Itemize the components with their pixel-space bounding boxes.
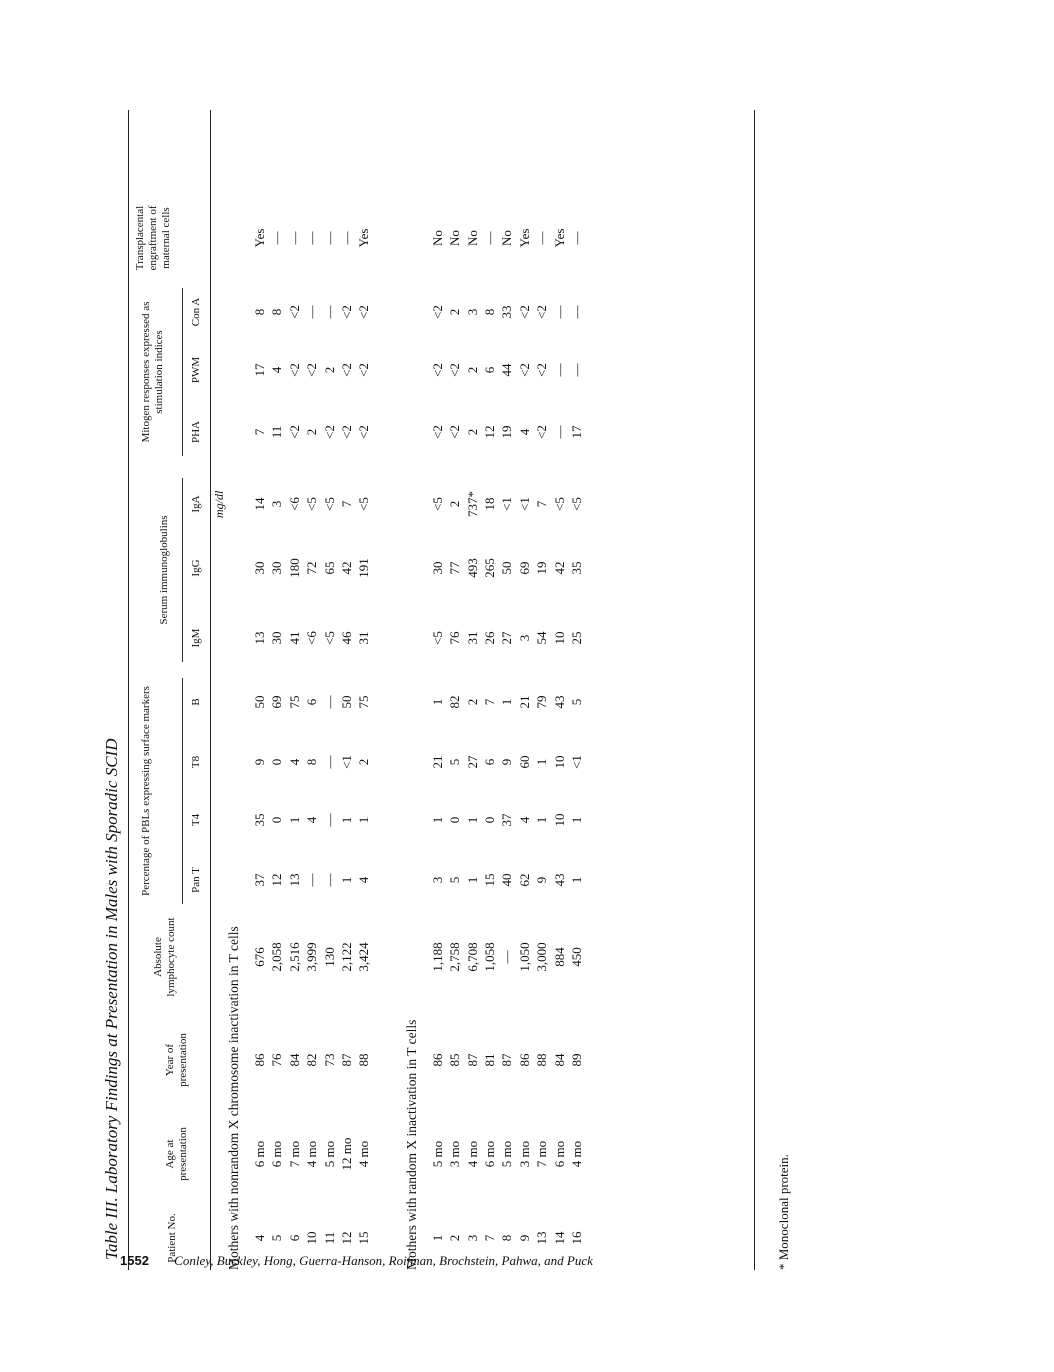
table-cell-year: 88 (356, 1053, 372, 1067)
table-cell-t8: <1 (339, 755, 354, 769)
table-cell-pwm: 2 (464, 366, 480, 374)
table-cell-abs: 3,999 (304, 942, 320, 972)
table-cell-trans: Yes (356, 228, 372, 248)
table-cell-pha: 2 (304, 428, 320, 436)
table-cell-b: 6 (304, 698, 320, 706)
table-cell-age: 3 mo (447, 1140, 463, 1168)
table-cell-abs: 3,000 (534, 942, 550, 972)
table-cell-abs: 6,708 (464, 942, 480, 972)
table-cell-pant: 13 (286, 873, 302, 887)
table-cell-t8: 8 (304, 758, 320, 766)
table-cell-t4: 10 (551, 813, 567, 827)
table-cell-cona: <2 (356, 305, 372, 319)
header-b: B (190, 698, 202, 706)
header-trans: Transplacental engraftment of maternal cells (134, 205, 172, 271)
table-cell-iga: <6 (286, 497, 302, 511)
table-cell-igg: 265 (482, 558, 497, 578)
table-cell-abs: 130 (321, 947, 337, 967)
table-cell-cona: 2 (447, 308, 463, 316)
table-cell-age: 4 mo (356, 1140, 372, 1168)
table-cell-t4: 4 (304, 816, 320, 824)
table-cell-igg: 42 (339, 561, 354, 575)
table-cell-pant: 1 (464, 876, 480, 884)
table-cell-trans: — (482, 231, 497, 245)
header-ig_group-underline (182, 478, 183, 662)
header-age: Age at presentation (164, 1127, 189, 1181)
author-list: Conley, Buckley, Hong, Guerra-Hanson, Roifman, Brochstein, Pahwa, and Puck (174, 1253, 593, 1268)
table-cell-pant: 9 (534, 876, 550, 884)
table-cell-abs: 1,058 (482, 942, 497, 972)
table-cell-igm: 3 (516, 634, 532, 642)
header-igg: IgG (190, 559, 202, 577)
table-cell-igg: 19 (534, 561, 550, 575)
table-cell-pwm: <2 (339, 363, 354, 377)
header-t4: T4 (190, 813, 202, 827)
table-cell-igg: 30 (252, 561, 267, 575)
table-cell-age: 6 mo (482, 1140, 497, 1168)
table-cell-pha: 17 (569, 425, 584, 439)
table-cell-pha: <2 (534, 425, 550, 439)
table-cell-year: 86 (516, 1053, 532, 1067)
table-cell-t8: <1 (569, 755, 584, 769)
table-cell-igg: 42 (551, 561, 567, 575)
table-cell-iga: <1 (499, 497, 515, 511)
table-cell-patient: 6 (286, 1234, 302, 1242)
table-cell-trans: — (534, 231, 550, 245)
running-footer (120, 1253, 593, 1269)
table-cell-age: 3 mo (516, 1140, 532, 1168)
table-cell-patient: 9 (516, 1234, 532, 1242)
table-cell-iga: 7 (534, 500, 550, 508)
table-cell-t8: 21 (429, 755, 445, 769)
table-cell-igg: 69 (516, 561, 532, 575)
table-cell-t8: 9 (252, 758, 267, 766)
table-cell-igg: 493 (464, 558, 480, 578)
table-cell-t4: 1 (339, 816, 354, 824)
table-cell-igm: <6 (304, 631, 320, 645)
table-cell-age: 4 mo (464, 1140, 480, 1168)
table-cell-trans: No (464, 230, 480, 246)
table-cell-year: 73 (321, 1053, 337, 1067)
table-cell-age: 6 mo (252, 1140, 267, 1168)
table-cell-cona: <2 (534, 305, 550, 319)
table-cell-year: 86 (429, 1053, 445, 1067)
table-cell-b: 1 (429, 698, 445, 706)
table-cell-year: 76 (269, 1053, 285, 1067)
header-igm: IgM (190, 628, 202, 648)
table-cell-igg: 30 (269, 561, 285, 575)
table-cell-year: 87 (464, 1053, 480, 1067)
table-cell-trans: — (286, 231, 302, 245)
table-cell-year: 87 (339, 1053, 354, 1067)
table-cell-pant: — (304, 873, 320, 887)
table-cell-patient: 14 (551, 1231, 567, 1245)
table-cell-age: 4 mo (569, 1140, 584, 1168)
table-cell-igg: 72 (304, 561, 320, 575)
table-cell-cona: 8 (252, 308, 267, 316)
table-cell-iga: <5 (429, 497, 445, 511)
table-cell-pha: 19 (499, 425, 515, 439)
table-cell-year: 84 (551, 1053, 567, 1067)
table-cell-pant: 1 (569, 876, 584, 884)
table-cell-year: 86 (252, 1053, 267, 1067)
table-cell-age: 12 mo (339, 1137, 354, 1171)
table-cell-t8: 9 (499, 758, 515, 766)
table-cell-patient: 15 (356, 1231, 372, 1245)
table-cell-igm: 10 (551, 631, 567, 645)
table-cell-b: 50 (252, 695, 267, 709)
table-cell-t4: — (321, 813, 337, 827)
table-cell-igm: 13 (252, 631, 267, 645)
table-cell-patient: 3 (464, 1234, 480, 1242)
table-cell-igm: <5 (321, 631, 337, 645)
table-cell-iga: <1 (516, 497, 532, 511)
table-cell-t8: 60 (516, 755, 532, 769)
header-pant: Pan T (190, 867, 202, 893)
table-cell-trans: No (447, 230, 463, 246)
rotated-table-page (100, 110, 820, 1270)
table-cell-cona: 33 (499, 305, 515, 319)
table-cell-b: 2 (464, 698, 480, 706)
table-cell-age: 6 mo (551, 1140, 567, 1168)
table-cell-t4: 1 (464, 816, 480, 824)
table-cell-age: 6 mo (269, 1140, 285, 1168)
ig-unit: mg/dl (212, 490, 226, 518)
table-cell-igm: 30 (269, 631, 285, 645)
table-cell-iga: 7 (339, 500, 354, 508)
table-cell-pant: 15 (482, 873, 497, 887)
table-cell-igm: 31 (464, 631, 480, 645)
table-cell-pwm: <2 (447, 363, 463, 377)
table-cell-pha: 4 (516, 428, 532, 436)
table-cell-pant: 4 (356, 876, 372, 884)
table-cell-cona: — (304, 305, 320, 319)
table-cell-t8: 2 (356, 758, 372, 766)
table-cell-b: 82 (447, 695, 463, 709)
table-cell-trans: — (321, 231, 337, 245)
table-cell-cona: — (551, 305, 567, 319)
table-cell-t4: 35 (252, 813, 267, 827)
table-cell-pha: <2 (339, 425, 354, 439)
table-cell-patient: 8 (499, 1234, 515, 1242)
table-cell-igm: 27 (499, 631, 515, 645)
table-cell-iga: <5 (569, 497, 584, 511)
table-cell-abs: 2,516 (286, 942, 302, 972)
table-cell-cona: <2 (429, 305, 445, 319)
table-cell-iga: 14 (252, 497, 267, 511)
table-cell-t8: 10 (551, 755, 567, 769)
page-number: 1552 (120, 1253, 149, 1268)
table-cell-b: 79 (534, 695, 550, 709)
table-cell-trans: Yes (252, 228, 267, 248)
table-cell-pant: — (321, 873, 337, 887)
table-cell-b: 5 (569, 698, 584, 706)
table-cell-b: 43 (551, 695, 567, 709)
table-cell-iga: <5 (321, 497, 337, 511)
table-cell-trans: — (304, 231, 320, 245)
table-cell-pant: 37 (252, 873, 267, 887)
table-cell-pwm: 44 (499, 363, 515, 377)
table-cell-igg: 191 (356, 558, 372, 578)
header-patient: Patient No. (166, 1213, 178, 1263)
table-cell-igm: 46 (339, 631, 354, 645)
table-cell-b: 75 (286, 695, 302, 709)
table-cell-year: 81 (482, 1053, 497, 1067)
table-cell-t8: 6 (482, 758, 497, 766)
table-cell-b: 21 (516, 695, 532, 709)
table-cell-trans: — (269, 231, 285, 245)
table-cell-pwm: <2 (356, 363, 372, 377)
table-cell-trans: Yes (516, 228, 532, 248)
table-cell-abs: 3,424 (356, 942, 372, 972)
table-cell-iga: <5 (356, 497, 372, 511)
table-cell-cona: — (321, 305, 337, 319)
header-pwm: PWM (190, 356, 202, 384)
table-cell-pwm: <2 (286, 363, 302, 377)
header-pbl_group-underline (182, 678, 183, 904)
table-cell-patient: 7 (482, 1234, 497, 1242)
table-cell-age: 4 mo (304, 1140, 320, 1168)
header-cona: Con A (190, 297, 202, 327)
table-cell-t4: 0 (447, 816, 463, 824)
table-cell-cona: — (569, 305, 584, 319)
table-cell-iga: 737* (464, 491, 480, 517)
table-cell-pwm: <2 (534, 363, 550, 377)
table-cell-igm: <5 (429, 631, 445, 645)
table-cell-iga: 2 (447, 500, 463, 508)
table-cell-igm: 31 (356, 631, 372, 645)
table-cell-igm: 41 (286, 631, 302, 645)
table-cell-age: 7 mo (534, 1140, 550, 1168)
table-cell-pha: <2 (286, 425, 302, 439)
table-cell-pha: 2 (464, 428, 480, 436)
table-cell-cona: <2 (286, 305, 302, 319)
table-cell-pha: 7 (252, 428, 267, 436)
table-cell-t8: 5 (447, 758, 463, 766)
table-cell-pha: <2 (429, 425, 445, 439)
table-cell-b: 7 (482, 698, 497, 706)
table-cell-year: 87 (499, 1053, 515, 1067)
table-cell-cona: 8 (482, 308, 497, 316)
table-cell-pwm: 17 (252, 363, 267, 377)
table-cell-cona: 8 (269, 308, 285, 316)
table-cell-trans: — (569, 231, 584, 245)
table-cell-pant: 5 (447, 876, 463, 884)
table-cell-t8: — (321, 755, 337, 769)
table-cell-b: 1 (499, 698, 515, 706)
table-cell-t4: 1 (286, 816, 302, 824)
table-cell-abs: 450 (569, 947, 584, 967)
table-cell-pwm: <2 (516, 363, 532, 377)
table-cell-iga: 18 (482, 497, 497, 511)
table-cell-igm: 54 (534, 631, 550, 645)
table-cell-trans: No (499, 230, 515, 246)
table-cell-igg: 30 (429, 561, 445, 575)
header-rule (210, 110, 211, 1270)
table-cell-pha: <2 (447, 425, 463, 439)
table-cell-abs: — (499, 950, 515, 964)
table-cell-year: 89 (569, 1053, 584, 1067)
table-cell-patient: 13 (534, 1231, 550, 1245)
table-cell-age: 5 mo (429, 1140, 445, 1168)
table-cell-pant: 3 (429, 876, 445, 884)
table-cell-t8: 0 (269, 758, 285, 766)
table-cell-year: 88 (534, 1053, 550, 1067)
table-cell-trans: — (339, 231, 354, 245)
table-cell-pant: 62 (516, 873, 532, 887)
table-cell-cona: <2 (516, 305, 532, 319)
table-cell-abs: 884 (551, 947, 567, 967)
table-cell-patient: 2 (447, 1234, 463, 1242)
table-cell-age: 5 mo (321, 1140, 337, 1168)
table-cell-t8: 4 (286, 758, 302, 766)
table-cell-abs: 2,058 (269, 942, 285, 972)
table-cell-trans: No (429, 230, 445, 246)
table-cell-abs: 2,758 (447, 942, 463, 972)
table-cell-igg: 180 (286, 558, 302, 578)
header-t8: T8 (190, 755, 202, 769)
table-cell-pwm: — (569, 363, 584, 377)
header-pbl_group: Percentage of PBLs expressing surface markers (140, 686, 152, 896)
table-cell-pwm: 4 (269, 366, 285, 374)
top-rule (128, 110, 129, 1270)
table-cell-abs: 2,122 (339, 942, 354, 972)
table-cell-pha: — (551, 425, 567, 439)
footnote: * Monoclonal protein. (776, 1154, 791, 1270)
table-cell-t4: 1 (356, 816, 372, 824)
table-cell-iga: <5 (551, 497, 567, 511)
header-abs: Absolute lymphocyte count (152, 917, 177, 997)
table-cell-t4: 1 (569, 816, 584, 824)
table-cell-igg: 35 (569, 561, 584, 575)
table-cell-age: 5 mo (499, 1140, 515, 1168)
table-cell-cona: <2 (339, 305, 354, 319)
table-cell-pant: 1 (339, 876, 354, 884)
table-cell-pha: 12 (482, 425, 497, 439)
table-cell-t4: 1 (429, 816, 445, 824)
table-cell-year: 82 (304, 1053, 320, 1067)
table-cell-b: 69 (269, 695, 285, 709)
bottom-rule (754, 110, 755, 1270)
table-cell-igm: 25 (569, 631, 584, 645)
table-cell-iga: 3 (269, 500, 285, 508)
table-cell-cona: 3 (464, 308, 480, 316)
table-title: Table III. Laboratory Findings at Presentation in Males with Sporadic SCID (102, 738, 121, 1260)
table-cell-abs: 676 (252, 947, 267, 967)
table-cell-pha: <2 (321, 425, 337, 439)
table-cell-b: 50 (339, 695, 354, 709)
table-cell-patient: 5 (269, 1234, 285, 1242)
table-cell-trans: Yes (551, 228, 567, 248)
table-cell-igg: 77 (447, 561, 463, 575)
table-cell-igm: 26 (482, 631, 497, 645)
table-cell-patient: 11 (321, 1231, 337, 1245)
table-cell-t8: 1 (534, 758, 550, 766)
header-iga: IgA (190, 495, 202, 513)
table-cell-pant: 12 (269, 873, 285, 887)
table-cell-age: 7 mo (286, 1140, 302, 1168)
table-cell-t4: 4 (516, 816, 532, 824)
table-cell-igm: 76 (447, 631, 463, 645)
table-cell-pwm: — (551, 363, 567, 377)
table-cell-t4: 1 (534, 816, 550, 824)
table-cell-patient: 12 (339, 1231, 354, 1245)
table-cell-year: 85 (447, 1053, 463, 1067)
header-mito_group-underline (182, 288, 183, 456)
table-cell-b: — (321, 695, 337, 709)
table-cell-igg: 50 (499, 561, 515, 575)
table-cell-b: 75 (356, 695, 372, 709)
header-year: Year of presentation (164, 1033, 189, 1087)
table-cell-patient: 4 (252, 1234, 267, 1242)
table-cell-patient: 16 (569, 1231, 584, 1245)
table-cell-pwm: <2 (304, 363, 320, 377)
table-cell-pwm: 2 (321, 366, 337, 374)
header-ig_group: Serum immunoglobulins (158, 515, 170, 625)
table-cell-t8: 27 (464, 755, 480, 769)
table-cell-t4: 37 (499, 813, 515, 827)
table-cell-year: 84 (286, 1053, 302, 1067)
table-cell-pha: 11 (269, 425, 285, 439)
section-label: Mothers with random X inactivation in T cells (403, 1019, 419, 1270)
table-cell-abs: 1,050 (516, 942, 532, 972)
table-cell-pant: 40 (499, 873, 515, 887)
table-cell-patient: 1 (429, 1234, 445, 1242)
table-cell-pwm: 6 (482, 366, 497, 374)
table-cell-pha: <2 (356, 425, 372, 439)
table-cell-t4: 0 (482, 816, 497, 824)
table-cell-pant: 43 (551, 873, 567, 887)
table-cell-igg: 65 (321, 561, 337, 575)
table-cell-abs: 1,188 (429, 942, 445, 972)
table-cell-pwm: <2 (429, 363, 445, 377)
header-pha: PHA (190, 421, 202, 444)
header-mito_group: Mitogen responses expressed as stimulation indices (140, 301, 165, 443)
table-cell-t4: 0 (269, 816, 285, 824)
section-label: Mothers with nonrandom X chromosome inactivation in T cells (226, 926, 241, 1270)
table-cell-patient: 10 (304, 1231, 320, 1245)
table-cell-iga: <5 (304, 497, 320, 511)
